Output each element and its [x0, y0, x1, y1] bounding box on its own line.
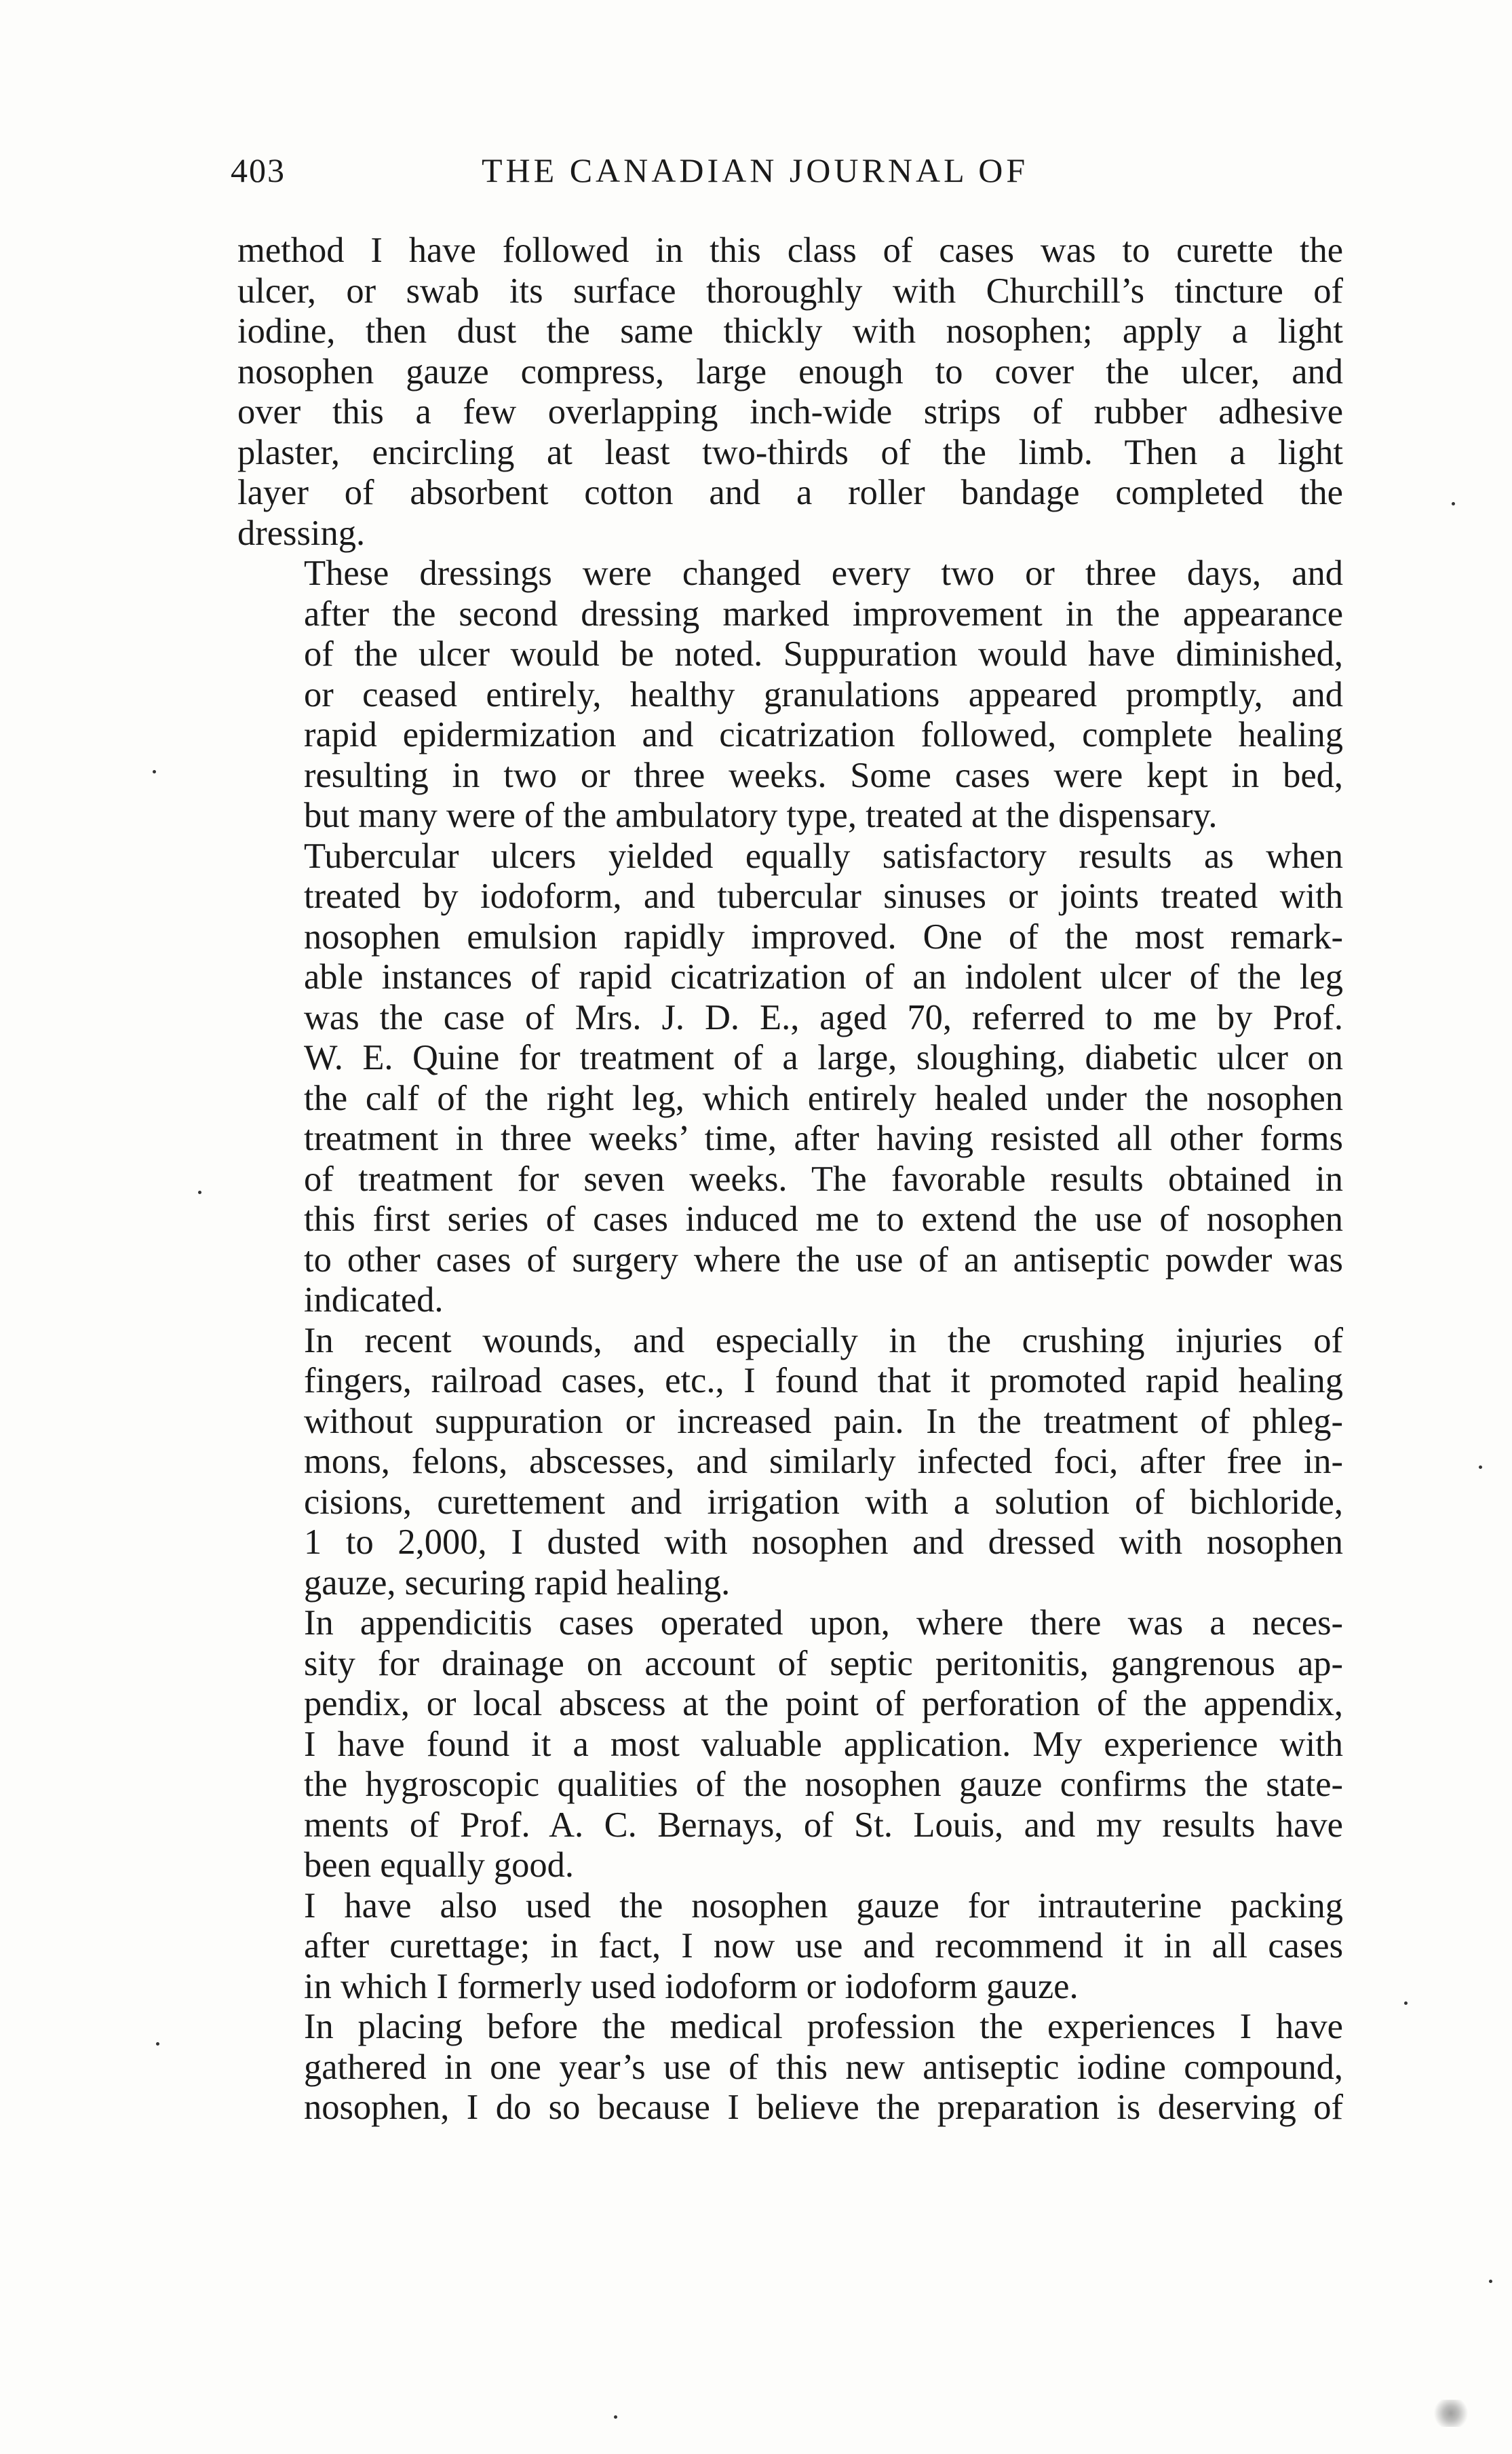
paragraph [237, 554, 1343, 837]
paragraph [237, 837, 1343, 1321]
text-line: or ceased entirely, healthy granulations appeared promptly, and [304, 674, 1343, 714]
text-line: after the second dressing marked improvement in the appearance [304, 594, 1343, 634]
text-line: nosophen, I do so because I believe the preparation is deserving of [304, 2088, 1343, 2127]
journal-title: THE CANADIAN JOURNAL OF [482, 151, 1029, 189]
text-line: Tubercular ulcers yielded equally satisfactory results as when [304, 836, 1343, 876]
text-line: W. E. Quine for treatment of a large, sloughing, diabetic ulcer on [304, 1038, 1343, 1077]
scan-speck [153, 770, 156, 773]
text-line: method I have followed in this class of cases was to curette the [237, 231, 1343, 270]
text-line: In recent wounds, and especially in the crushing injuries of [304, 1320, 1343, 1360]
text-line: ulcer, or swab its surface thoroughly with Churchill’s tincture of [237, 271, 1343, 311]
scan-speck [198, 1191, 201, 1194]
scan-speck [614, 2415, 617, 2419]
article-body [237, 231, 1343, 2128]
paragraph [237, 2007, 1343, 2128]
text-line: of the ulcer would be noted. Suppuration would have diminished, [304, 634, 1343, 674]
text-line: fingers, railroad cases, etc., I found that it promoted rapid healing [304, 1361, 1343, 1400]
text-line: in which I formerly used iodoform or iodoform gauze. [304, 1966, 1079, 2006]
text-line: I have also used the nosophen gauze for intrauterine packing [304, 1885, 1343, 1925]
text-line: In placing before the medical profession the experiences I have [304, 2007, 1343, 2046]
paragraph [237, 1321, 1343, 1604]
page-number: 403 [231, 151, 286, 189]
scan-speck [1479, 1465, 1482, 1469]
text-line: mons, felons, abscesses, and similarly infected foci, after free in- [304, 1442, 1343, 1481]
text-line: after curettage; in fact, I now use and recommend it in all cases [304, 1926, 1343, 1966]
text-line: treatment in three weeks’ time, after having resisted all other forms [304, 1119, 1343, 1158]
scan-speck [156, 2042, 159, 2046]
text-line: this first series of cases induced me to extend the use of nosophen [304, 1200, 1343, 1239]
text-line: These dressings were changed every two or three days, and [304, 554, 1343, 593]
scan-speck [1404, 2001, 1408, 2005]
text-line: nosophen emulsion rapidly improved. One of the most remark- [304, 917, 1343, 957]
text-line: resulting in two or three weeks. Some cases were kept in bed, [304, 755, 1343, 795]
scan-speck [1489, 2280, 1492, 2283]
text-line: nosophen gauze compress, large enough to cover the ulcer, and [237, 351, 1343, 391]
paragraph [237, 1603, 1343, 1886]
paragraph [237, 1886, 1343, 2008]
running-head [231, 151, 1343, 198]
text-line: over this a few overlapping inch-wide strips of rubber adhesive [237, 392, 1343, 432]
text-line: the hygroscopic qualities of the nosophen gauze confirms the state- [304, 1765, 1343, 1804]
text-line: of treatment for seven weeks. The favorable results obtained in [304, 1159, 1343, 1199]
text-line: rapid epidermization and cicatrization followed, complete healing [304, 715, 1343, 754]
text-line: I have found it a most valuable application. My experience with [304, 1724, 1343, 1764]
text-line: plaster, encircling at least two-thirds of the limb. Then a light [237, 432, 1343, 472]
scan-speck [1452, 502, 1455, 505]
text-line: layer of absorbent cotton and a roller bandage completed the [237, 473, 1343, 512]
text-line: been equally good. [304, 1845, 575, 1885]
text-line: pendix, or local abscess at the point of perforation of the appendix, [304, 1684, 1343, 1723]
text-line: to other cases of surgery where the use of an antiseptic powder was [304, 1240, 1343, 1280]
text-line: the calf of the right leg, which entirely healed under the nosophen [304, 1078, 1343, 1118]
text-line: ments of Prof. A. C. Bernays, of St. Louis, and my results have [304, 1805, 1343, 1845]
text-line: treated by iodoform, and tubercular sinuses or joints treated with [304, 877, 1343, 916]
text-line: gathered in one year’s use of this new antiseptic iodine compound, [304, 2047, 1343, 2087]
text-line: iodine, then dust the same thickly with nosophen; apply a light [237, 311, 1343, 351]
text-line: dressing. [237, 513, 366, 553]
text-line: cisions, curettement and irrigation with a solution of bichloride, [304, 1482, 1343, 1522]
scan-smudge [1431, 2400, 1471, 2427]
text-line: In appendicitis cases operated upon, where there was a neces- [304, 1603, 1343, 1643]
text-line: but many were of the ambulatory type, treated at the dispensary. [304, 796, 1218, 835]
text-line: able instances of rapid cicatrization of an indolent ulcer of the leg [304, 957, 1343, 997]
text-line: gauze, securing rapid healing. [304, 1562, 731, 1603]
text-line: 1 to 2,000, I dusted with nosophen and dressed with nosophen [304, 1522, 1343, 1562]
text-line: without suppuration or increased pain. In the treatment of phleg- [304, 1401, 1343, 1441]
text-line: was the case of Mrs. J. D. E., aged 70, referred to me by Prof. [304, 997, 1343, 1037]
text-line: indicated. [304, 1280, 444, 1320]
text-line: sity for drainage on account of septic peritonitis, gangrenous ap- [304, 1643, 1343, 1683]
paragraph [237, 231, 1343, 554]
